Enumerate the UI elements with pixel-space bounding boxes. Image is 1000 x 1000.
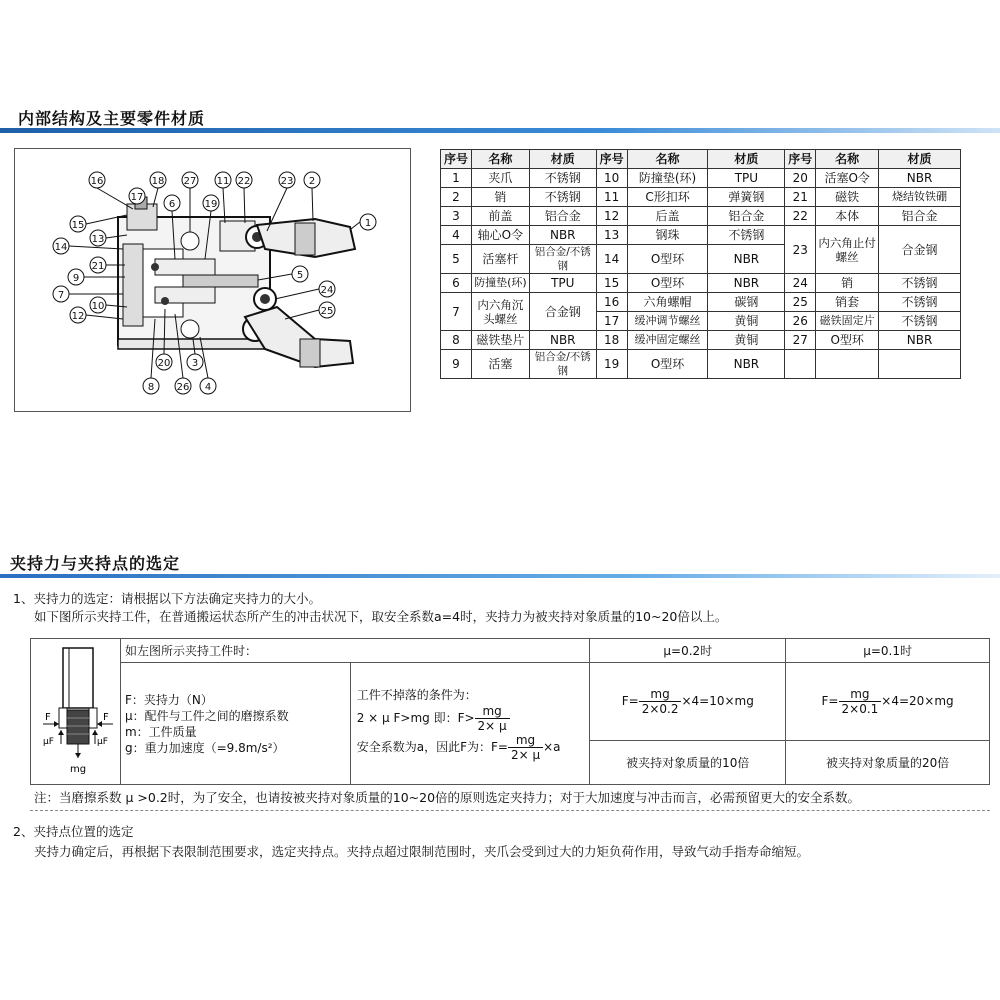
cell: 活塞杆 bbox=[471, 245, 529, 274]
cell: 防撞垫(环) bbox=[471, 274, 529, 293]
th-no-1: 序号 bbox=[441, 150, 472, 169]
force-label-left: F bbox=[45, 712, 52, 723]
cell: 铝合金/不锈钢 bbox=[529, 350, 596, 379]
def-g: g：重力加速度（=9.8m/s²） bbox=[124, 740, 285, 755]
svg-text:15: 15 bbox=[71, 220, 85, 231]
cell: 17 bbox=[596, 312, 627, 331]
svg-text:23: 23 bbox=[280, 176, 294, 187]
safety-fraction bbox=[508, 733, 543, 762]
callout-2 bbox=[304, 172, 320, 221]
svg-text:2: 2 bbox=[308, 176, 316, 187]
cell: 不锈钢 bbox=[879, 293, 961, 312]
f02-formula bbox=[590, 663, 786, 741]
cell: 本体 bbox=[816, 207, 879, 226]
cell: 活塞O令 bbox=[816, 169, 879, 188]
cell: NBR bbox=[529, 226, 596, 245]
cell: 21 bbox=[785, 188, 816, 207]
cell: 内六角止付螺丝 bbox=[816, 226, 879, 274]
svg-text:11: 11 bbox=[216, 176, 230, 187]
table-row bbox=[31, 639, 990, 663]
svg-text:19: 19 bbox=[204, 199, 218, 210]
table-row bbox=[441, 226, 961, 245]
cell: 活塞 bbox=[471, 350, 529, 379]
th-no-3: 序号 bbox=[785, 150, 816, 169]
cell: 23 bbox=[785, 226, 816, 274]
mu01-header: μ=0.1时 bbox=[786, 639, 990, 663]
friction-label-left: μF bbox=[43, 737, 55, 747]
cell: 合金钢 bbox=[879, 226, 961, 274]
cell: 铝合金 bbox=[708, 207, 785, 226]
cell: 合金钢 bbox=[529, 293, 596, 331]
result-mu02: 被夹持对象质量的10倍 bbox=[590, 741, 786, 785]
cell: 不锈钢 bbox=[708, 226, 785, 245]
cell: 2 bbox=[441, 188, 472, 207]
cell: 六角螺帽 bbox=[627, 293, 708, 312]
cell: 烧结钕铁硼 bbox=[879, 188, 961, 207]
condition-lhs: 2 × μ F>mg 即：F> bbox=[356, 710, 475, 725]
table-row bbox=[441, 350, 961, 379]
cell: 6 bbox=[441, 274, 472, 293]
cell: NBR bbox=[879, 331, 961, 350]
condition-cell bbox=[350, 663, 590, 785]
f02-lhs: F= bbox=[621, 694, 639, 708]
th-name-1: 名称 bbox=[471, 150, 529, 169]
fraction-den: 2×0.1 bbox=[841, 702, 879, 716]
grip-force-table bbox=[30, 638, 990, 785]
cell: 磁铁固定片 bbox=[816, 312, 879, 331]
cell: 10 bbox=[596, 169, 627, 188]
svg-text:16: 16 bbox=[90, 176, 104, 187]
cell: 黄铜 bbox=[708, 331, 785, 350]
table-row bbox=[441, 207, 961, 226]
fraction-num: mg bbox=[839, 687, 882, 702]
svg-text:18: 18 bbox=[151, 176, 165, 187]
cell: 22 bbox=[785, 207, 816, 226]
svg-text:21: 21 bbox=[91, 261, 105, 272]
cell: 9 bbox=[441, 350, 472, 379]
fraction-num: mg bbox=[508, 733, 543, 748]
friction-label-right: μF bbox=[97, 737, 109, 747]
cell: 销 bbox=[816, 274, 879, 293]
table-header-row bbox=[441, 150, 961, 169]
callout-22 bbox=[236, 172, 252, 223]
item1-title: 1、夹持力的选定：请根据以下方法确定夹持力的大小。 bbox=[13, 591, 321, 606]
grip-figure-cell bbox=[31, 639, 121, 785]
cell: 7 bbox=[441, 293, 472, 331]
f02-fraction bbox=[639, 687, 682, 716]
cell: 内六角沉头螺丝 bbox=[471, 293, 529, 331]
table-row bbox=[441, 331, 961, 350]
condition-title: 工件不掉落的条件为： bbox=[356, 687, 477, 702]
fraction-den: 2× μ bbox=[510, 747, 541, 762]
callout-24 bbox=[275, 281, 335, 299]
cell: 黄铜 bbox=[708, 312, 785, 331]
def-m: m：工件质量 bbox=[124, 724, 197, 739]
cell bbox=[879, 350, 961, 379]
variable-defs bbox=[120, 663, 350, 785]
cell: 15 bbox=[596, 274, 627, 293]
def-mu: μ：配件与工件之间的磨擦系数 bbox=[124, 708, 289, 723]
callout-17 bbox=[129, 188, 145, 204]
svg-text:14: 14 bbox=[54, 242, 68, 253]
cell bbox=[816, 350, 879, 379]
cell: O型环 bbox=[627, 245, 708, 274]
cell: 不锈钢 bbox=[529, 188, 596, 207]
cell: 缓冲调节螺丝 bbox=[627, 312, 708, 331]
condition-fraction bbox=[475, 704, 510, 733]
cell: 18 bbox=[596, 331, 627, 350]
cell: 3 bbox=[441, 207, 472, 226]
fraction-num: mg bbox=[639, 687, 682, 702]
th-name-3: 名称 bbox=[816, 150, 879, 169]
svg-text:13: 13 bbox=[91, 234, 105, 245]
cell: 缓冲固定螺丝 bbox=[627, 331, 708, 350]
cell: 磁铁 bbox=[816, 188, 879, 207]
th-no-2: 序号 bbox=[596, 150, 627, 169]
cell: 27 bbox=[785, 331, 816, 350]
table-row bbox=[31, 663, 990, 741]
table-row bbox=[441, 293, 961, 312]
safety-note: 注：当磨擦系数 μ >0.2时，为了安全，也请按被夹持对象质量的10~20倍的原则选定夹持力；对于大加速度与冲击而言，必需预留更大的安全系数。 bbox=[34, 790, 861, 805]
svg-text:6: 6 bbox=[168, 199, 176, 210]
cell: TPU bbox=[708, 169, 785, 188]
f02-tail: ×4=10×mg bbox=[681, 694, 754, 708]
cell: O型环 bbox=[627, 274, 708, 293]
svg-text:1: 1 bbox=[364, 218, 372, 229]
cell: 4 bbox=[441, 226, 472, 245]
item2-desc: 夹持力确定后，再根据下表限制范围要求，选定夹持点。夹持点超过限制范围时，夹爪会受到过大的力矩负荷作用，导致气动手指寿命缩短。 bbox=[34, 844, 810, 859]
cell: TPU bbox=[529, 274, 596, 293]
mu02-header: μ=0.2时 bbox=[590, 639, 786, 663]
callout-16 bbox=[89, 172, 133, 209]
fraction-den: 2× μ bbox=[477, 718, 507, 733]
table-row bbox=[441, 188, 961, 207]
callout-25 bbox=[285, 302, 335, 319]
svg-text:26: 26 bbox=[176, 382, 190, 393]
f01-fraction bbox=[839, 687, 882, 716]
cell: 不锈钢 bbox=[529, 169, 596, 188]
cell: 16 bbox=[596, 293, 627, 312]
svg-text:7: 7 bbox=[57, 290, 65, 301]
def-F: F：夹持力（N） bbox=[124, 692, 213, 707]
safety-formula bbox=[357, 733, 589, 762]
section-divider bbox=[0, 574, 1000, 578]
f01-formula bbox=[786, 663, 990, 741]
grip-figure bbox=[35, 640, 115, 780]
cell: 铝合金 bbox=[529, 207, 596, 226]
svg-text:12: 12 bbox=[71, 311, 85, 322]
item1-desc: 如下图所示夹持工件，在普通搬运状态所产生的冲击状况下，取安全系数a=4时，夹持力为被夹持对象质量的10~20倍以上。 bbox=[34, 609, 728, 624]
cell: 不锈钢 bbox=[879, 274, 961, 293]
cell: NBR bbox=[708, 350, 785, 379]
svg-text:24: 24 bbox=[320, 285, 334, 296]
cell: O型环 bbox=[816, 331, 879, 350]
th-mat-1: 材质 bbox=[529, 150, 596, 169]
weight-label: mg bbox=[70, 764, 87, 775]
svg-text:4: 4 bbox=[204, 382, 212, 393]
cell: 20 bbox=[785, 169, 816, 188]
cell: 5 bbox=[441, 245, 472, 274]
cell: 8 bbox=[441, 331, 472, 350]
cell: NBR bbox=[708, 274, 785, 293]
cell: 钢珠 bbox=[627, 226, 708, 245]
callout-14 bbox=[53, 238, 123, 254]
f01-lhs: F= bbox=[821, 694, 839, 708]
cell: 后盖 bbox=[627, 207, 708, 226]
cell: 1 bbox=[441, 169, 472, 188]
cell: NBR bbox=[708, 245, 785, 274]
section-title-grip: 夹持力与夹持点的选定 bbox=[10, 554, 181, 573]
svg-text:22: 22 bbox=[237, 176, 251, 187]
svg-text:25: 25 bbox=[320, 306, 334, 317]
cell: 前盖 bbox=[471, 207, 529, 226]
table-row bbox=[441, 169, 961, 188]
cell: 13 bbox=[596, 226, 627, 245]
cell: 不锈钢 bbox=[879, 312, 961, 331]
fraction-den: 2×0.2 bbox=[641, 702, 679, 716]
gripper-cross-section bbox=[15, 149, 410, 411]
cell: 防撞垫(环) bbox=[627, 169, 708, 188]
svg-text:8: 8 bbox=[147, 382, 155, 393]
cell: NBR bbox=[879, 169, 961, 188]
safety-lhs: 安全系数为a，因此F为：F= bbox=[356, 739, 508, 754]
th-name-2: 名称 bbox=[627, 150, 708, 169]
item2-title: 2、夹持点位置的选定 bbox=[13, 824, 134, 839]
section-divider bbox=[0, 128, 1000, 133]
cell: 铝合金 bbox=[879, 207, 961, 226]
cell: 夹爪 bbox=[471, 169, 529, 188]
svg-text:10: 10 bbox=[91, 301, 105, 312]
cell: NBR bbox=[529, 331, 596, 350]
th-mat-3: 材质 bbox=[879, 150, 961, 169]
result-mu01: 被夹持对象质量的20倍 bbox=[786, 741, 990, 785]
structure-diagram bbox=[14, 148, 411, 412]
parts-material-table bbox=[440, 149, 961, 379]
cell: O型环 bbox=[627, 350, 708, 379]
callout-7 bbox=[53, 286, 123, 302]
note-divider bbox=[30, 810, 990, 811]
cell: 销套 bbox=[816, 293, 879, 312]
cell: 24 bbox=[785, 274, 816, 293]
cell: C形扣环 bbox=[627, 188, 708, 207]
cell: 轴心O令 bbox=[471, 226, 529, 245]
svg-text:9: 9 bbox=[72, 273, 80, 284]
cell: 26 bbox=[785, 312, 816, 331]
svg-text:3: 3 bbox=[191, 358, 199, 369]
fraction-num: mg bbox=[475, 704, 510, 719]
svg-text:5: 5 bbox=[296, 270, 304, 281]
cell: 19 bbox=[596, 350, 627, 379]
section-title-structure: 内部结构及主要零件材质 bbox=[18, 109, 206, 128]
cell bbox=[785, 350, 816, 379]
f01-tail: ×4=20×mg bbox=[881, 694, 954, 708]
cell: 销 bbox=[471, 188, 529, 207]
table-row bbox=[441, 274, 961, 293]
cell: 铝合金/不锈钢 bbox=[529, 245, 596, 274]
th-mat-2: 材质 bbox=[708, 150, 785, 169]
cell: 12 bbox=[596, 207, 627, 226]
box-header: 如左图所示夹持工件时： bbox=[120, 639, 589, 663]
safety-tail: ×a bbox=[543, 739, 561, 754]
cell: 磁铁垫片 bbox=[471, 331, 529, 350]
cell: 碳钢 bbox=[708, 293, 785, 312]
condition-formula bbox=[357, 704, 589, 733]
svg-text:20: 20 bbox=[157, 358, 171, 369]
cell: 11 bbox=[596, 188, 627, 207]
cell: 14 bbox=[596, 245, 627, 274]
force-label-right: F bbox=[103, 712, 110, 723]
cell: 弹簧钢 bbox=[708, 188, 785, 207]
cell: 25 bbox=[785, 293, 816, 312]
svg-text:27: 27 bbox=[183, 176, 197, 187]
callout-1 bbox=[351, 214, 376, 230]
svg-text:17: 17 bbox=[130, 192, 144, 203]
